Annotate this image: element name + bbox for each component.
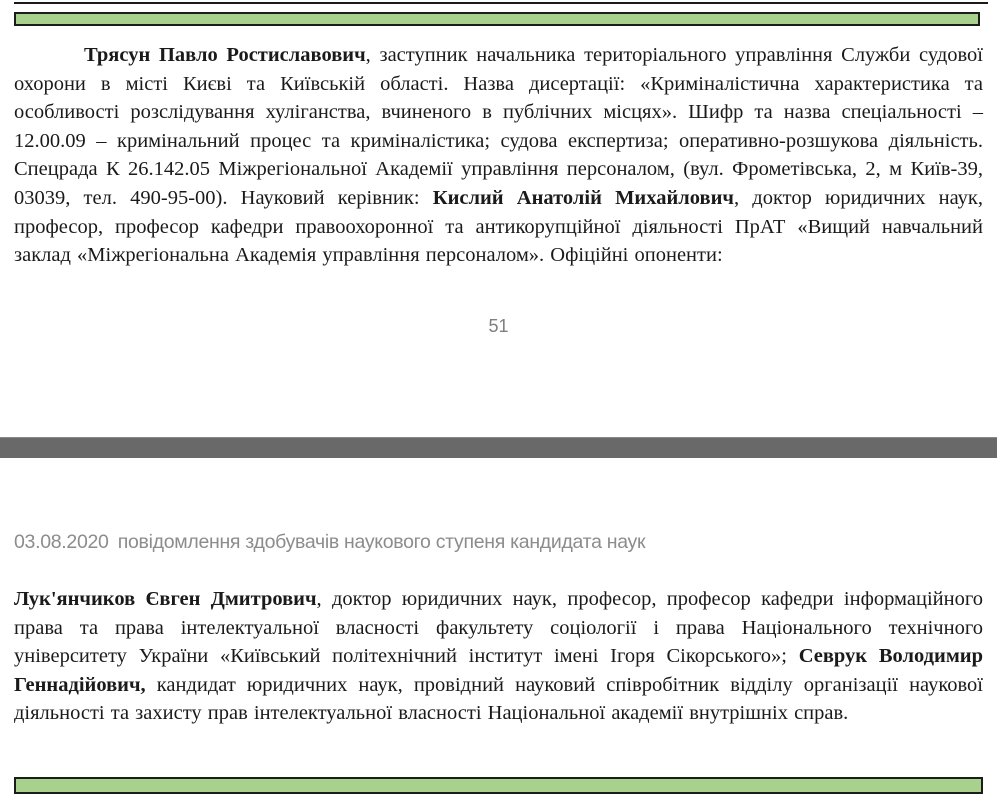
section-divider-bar [0,437,997,458]
person-name-bold: Трясун Павло Ростиславович [84,44,366,66]
person-name-bold: Лук'янчиков Євген Дмитрович [14,588,317,610]
page-number: 51 [488,316,509,336]
dissertation-announcement-paragraph [14,41,983,270]
section-date: 03.08.2020 [14,531,109,553]
bottom-green-bar [14,777,983,794]
section-heading [14,531,983,554]
paragraph-text: , доктор юридичних наук, професор, професор кафедри правоохоронної та антикорупційної діяльності ПрАТ «Вищий навчальний заклад «Міжрегіональна Академія управління персоналом». Офіційні опоненти: [14,186,983,267]
section-label: повідомлення здобувачів наукового ступеня кандидата наук [117,531,646,553]
top-green-bar [14,12,980,26]
person-name-bold: Кислий Анатолій Михайлович [432,186,734,209]
top-divider-line [14,2,988,4]
opponents-paragraph [14,585,983,728]
paragraph-text: , заступник начальника територіального управління Служби судової охорони в місті Києві та Київській області. Назва дисертації: «Криміналістична характеристика та особливості розслідування хуліганства, вчиненого в публічних місцях». Шифр та назва спеціальності – 12.00.09 – кримінальний процес та криміналістика; судова експертиза; оперативно-розшукова діяльність. Спецрада К 26.142.05 Міжрегіональної Академії управління персоналом, (вул. Фрометівська, 2, м Київ-39, 03039, тел. 490-95-00). Науковий керівник: [14,44,983,209]
paragraph-text: , доктор юридичних наук, професор, професор кафедри інформаційного права та права інтелектуальної власності факультету соціології і права Національного технічного університету України «Київський політехнічний інститут імені Ігоря Сікорського»; [14,588,983,668]
person-name-bold: Севрук Володимир Геннадійович, [14,645,983,696]
paragraph-text: кандидат юридичних наук, провідний науковий співробітник відділу організації наукової діяльності та захисту прав інтелектуальної власності Національної академії внутрішніх справ. [14,673,983,725]
